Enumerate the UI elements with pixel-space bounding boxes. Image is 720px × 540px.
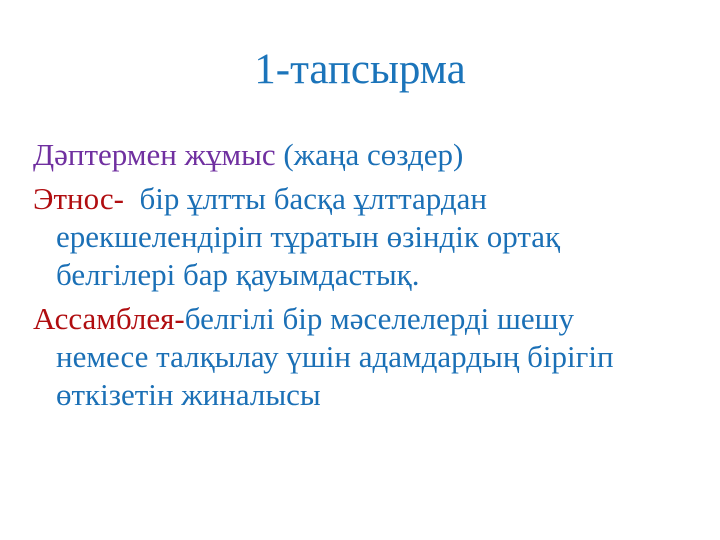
- text-line: [33, 218, 693, 256]
- text-segment: белгілері бар қауымдастық.: [56, 257, 420, 292]
- text-segment: өткізетін жиналысы: [56, 377, 321, 412]
- text-line: [33, 338, 693, 376]
- text-segment: немесе талқылау үшін адамдардың бірігіп: [56, 339, 614, 374]
- text-segment: белгілі бір мәселелерді шешу: [184, 301, 575, 336]
- text-segment: (жаңа сөздер): [283, 137, 464, 172]
- text-line: [33, 256, 693, 294]
- text-segment: Ассамблея-: [33, 301, 185, 336]
- text-line: [33, 180, 693, 218]
- text-line: [33, 376, 693, 414]
- text-line: [33, 136, 693, 174]
- text-line: [33, 300, 693, 338]
- slide-title: 1-тапсырма: [254, 46, 466, 93]
- text-segment: бір ұлтты басқа ұлттардан: [123, 181, 488, 216]
- slide-body-text: [33, 136, 693, 414]
- text-segment: ерекшелендіріп тұратын өзіндік ортақ: [56, 219, 561, 254]
- text-segment: Этнос-: [33, 181, 124, 216]
- text-segment: Дәптермен жұмыс: [33, 137, 284, 172]
